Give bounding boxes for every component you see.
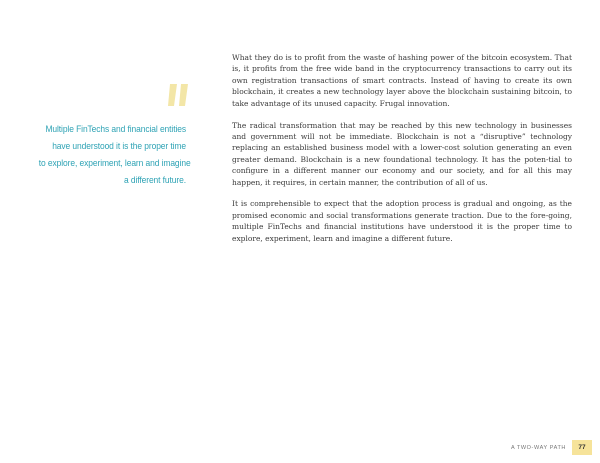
pull-quote-line: to explore, experiment, learn and imagine (38, 158, 191, 168)
pull-quote (38, 121, 191, 189)
body-paragraph: It is comprehensible to expect that the adoption process is gradual and ongoing, as the promised economic and social transformations generate traction. Due to the fore-going, multiple FinTechs and financial institutions have understood it is the proper time to explore, experiment, learn and imagine a different future. (232, 199, 572, 243)
footer-section-title: A TWO-WAY PATH (510, 444, 566, 451)
pull-quote-line: a different future. (123, 175, 186, 185)
page-footer (511, 440, 592, 455)
quote-mark-icon (168, 82, 190, 108)
body-paragraph: What they do is to profit from the waste of hashing power of the bitcoin ecosystem. That is, it profits from the free wide band in the cryptocurrency transactions to carry out its own registration transactions of smart contracts. Instead of having to create its own blockchain, it creates a new technology layer above the blockchain sustaining bitcoin, to take advantage of its unused capacity. Frugal innovation. (232, 53, 572, 108)
pull-quote-line: Multiple FinTechs and financial entities (45, 124, 186, 134)
body-paragraph: The radical transformation that may be reached by this new technology in businesses and government will not be immediate. Blockchain is not a “disruptive” technology replacing an established business model with a lower-cost solution generating an even greater demand. Blockchain is a new foundational technology. It has the poten-tial to configure in a different manner our economy and our society, and for all this may happen, it requires, in certain manner, the contribution of all of us. (232, 120, 572, 187)
pull-quote-line: have understood it is the proper time (52, 141, 186, 151)
page-number: 77 (572, 440, 592, 455)
body-text (232, 52, 572, 255)
